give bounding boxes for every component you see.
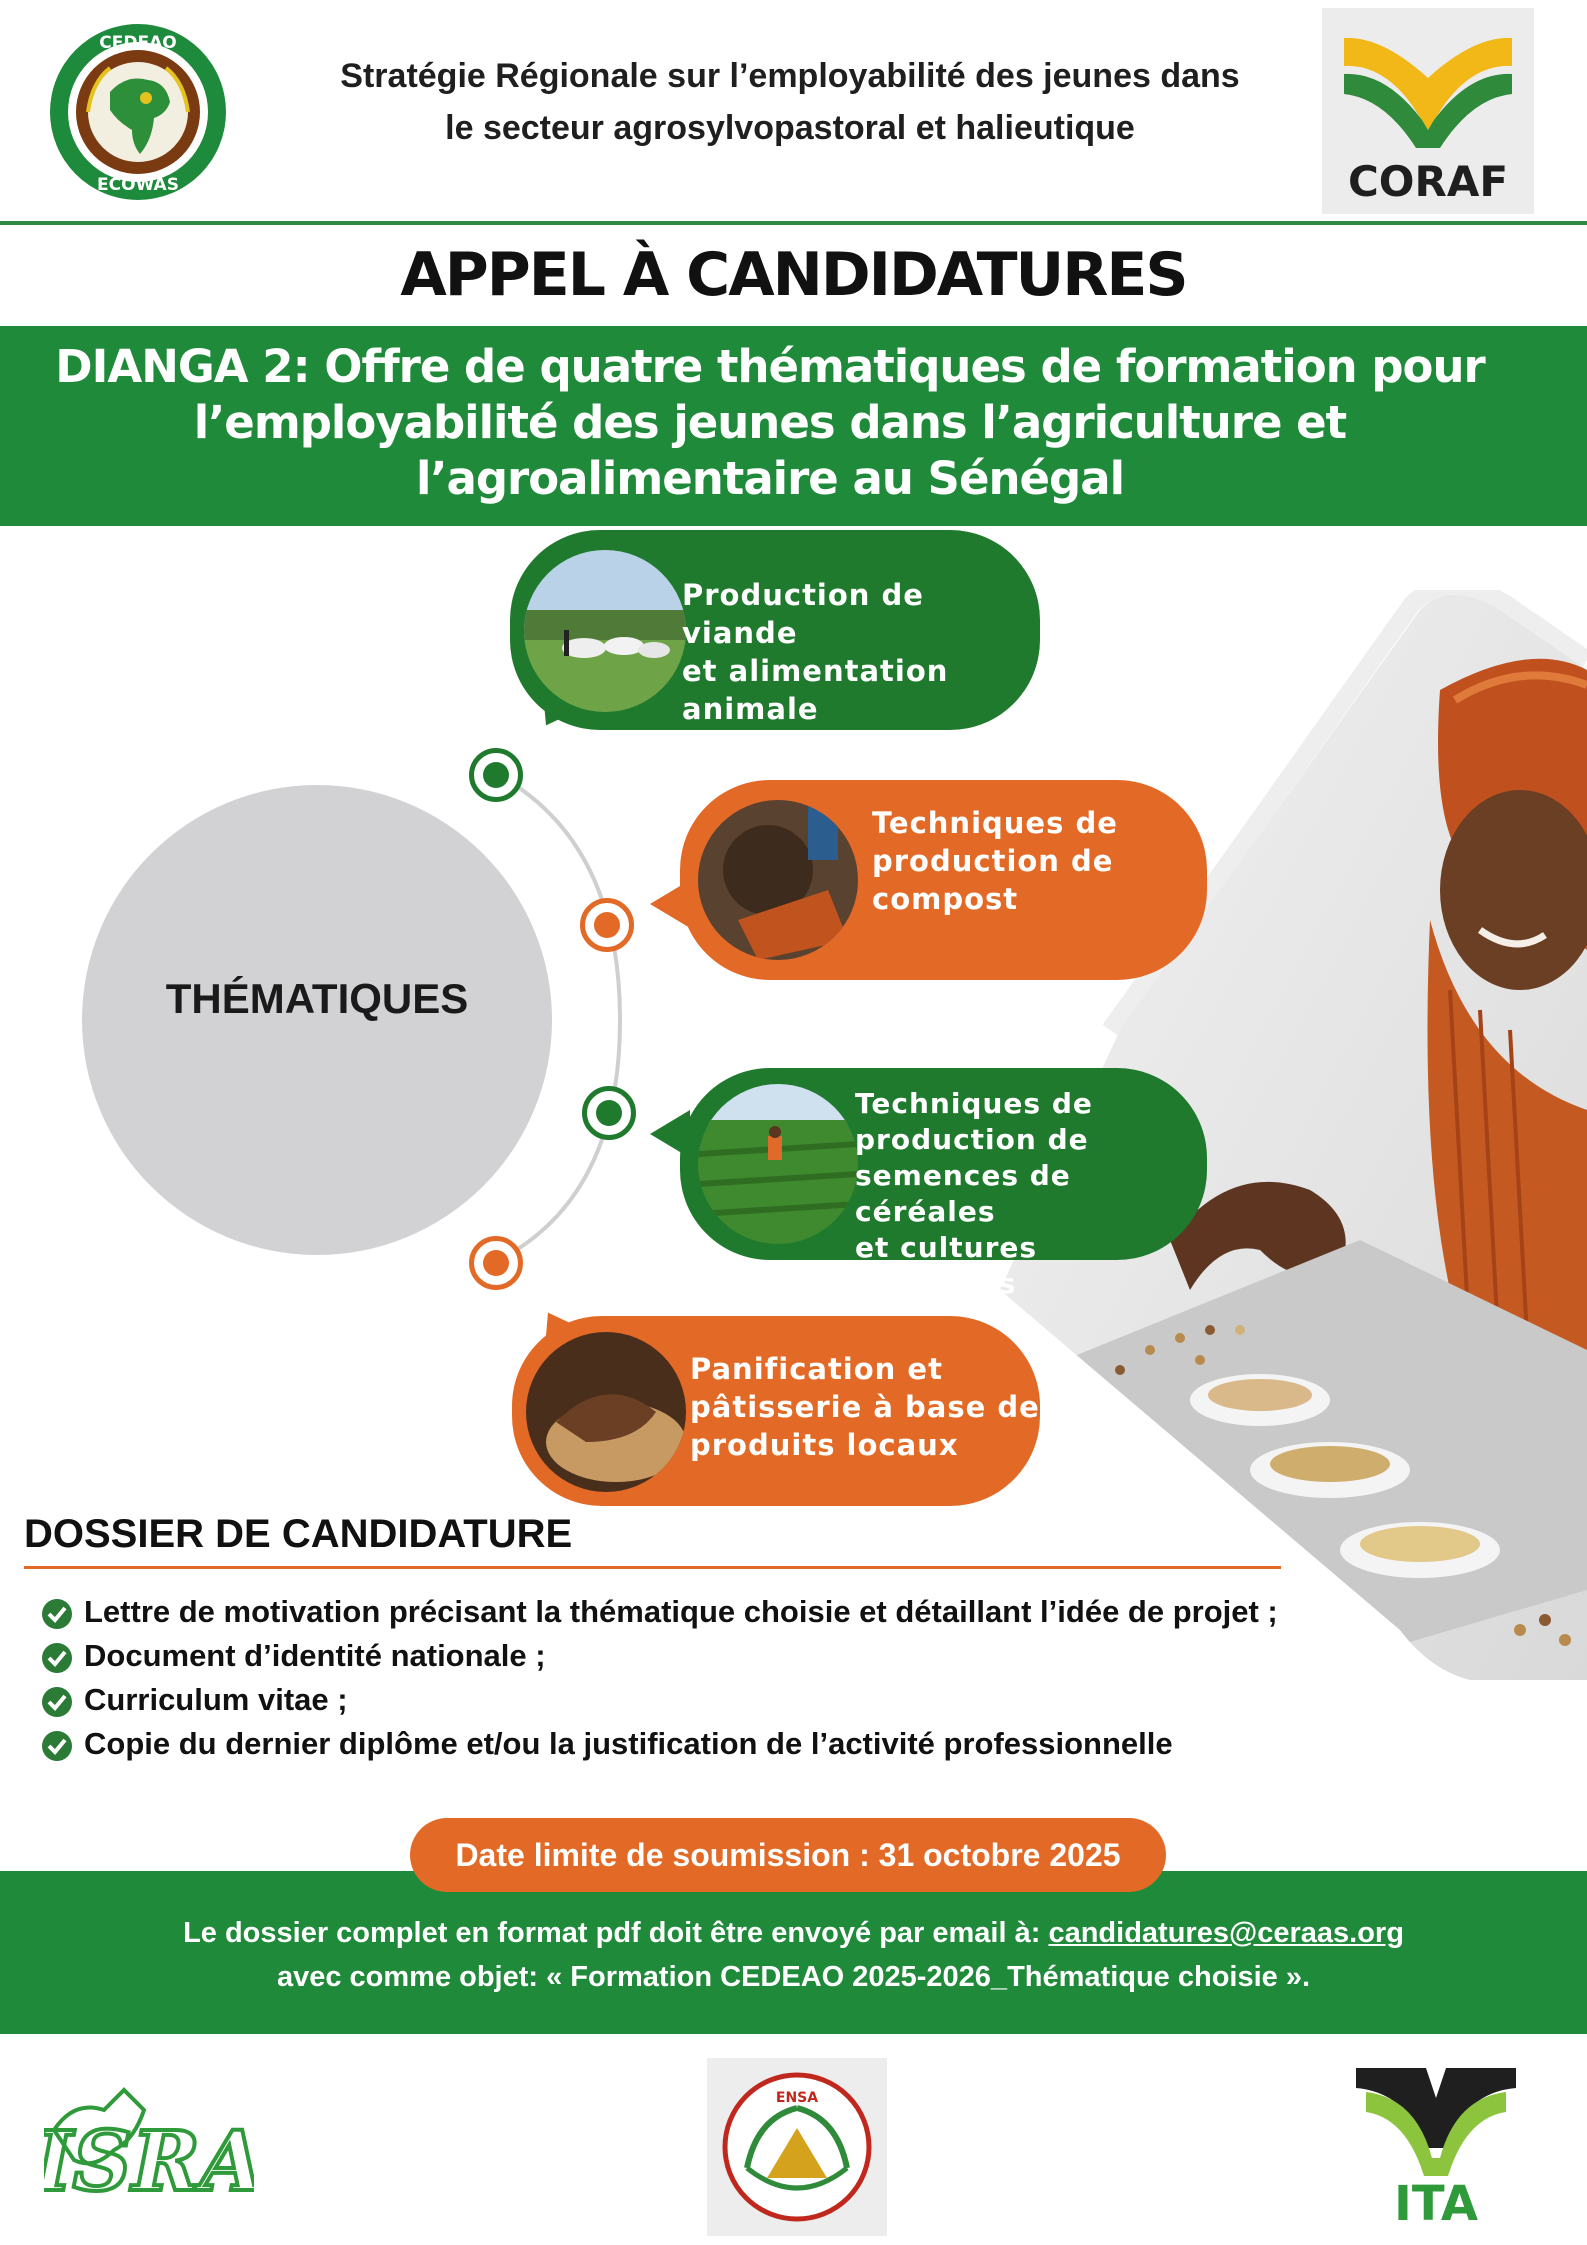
contact-banner bbox=[0, 1871, 1587, 2034]
theme4-line3: produits locaux bbox=[690, 1428, 959, 1462]
banner-line3: l’agroalimentaire au Sénégal bbox=[415, 452, 1125, 505]
strategy-title-line1: Stratégie Régionale sur l’employabilité des jeunes dans bbox=[340, 57, 1240, 95]
dossier-item bbox=[42, 1590, 1278, 1634]
cattle-photo bbox=[524, 550, 686, 712]
theme1-marker-dot bbox=[469, 748, 523, 802]
dossier-item-text: Curriculum vitae ; bbox=[84, 1682, 348, 1717]
theme1-line3: animale bbox=[682, 692, 819, 726]
call-title: APPEL À CANDIDATURES bbox=[400, 240, 1187, 310]
theme4-bubble bbox=[512, 1316, 1040, 1506]
dossier-item bbox=[42, 1678, 1278, 1722]
dossier-item-text: Lettre de motivation précisant la thématique choisie et détaillant l’idée de projet ; bbox=[84, 1594, 1278, 1629]
contact-line2: avec comme objet: « Formation CEDEAO 2025-2026_Thématique choisie ». bbox=[276, 1961, 1311, 1993]
dossier-title: DOSSIER DE CANDIDATURE bbox=[24, 1512, 573, 1556]
theme2-line2: production de bbox=[872, 844, 1114, 878]
theme2-line1: Techniques de bbox=[872, 806, 1118, 840]
theme3-line4: et cultures associées bbox=[855, 1231, 1038, 1300]
theme4-marker-dot bbox=[469, 1236, 523, 1290]
compost-photo bbox=[698, 800, 858, 960]
svg-text:ITA: ITA bbox=[1393, 2176, 1479, 2230]
theme2-line3: compost bbox=[872, 882, 1019, 916]
svg-text:CORAF: CORAF bbox=[1347, 157, 1509, 206]
themes-center-label: THÉMATIQUES bbox=[165, 975, 469, 1022]
dossier-item-text: Copie du dernier diplôme et/ou la justification de l’activité professionnelle bbox=[84, 1726, 1173, 1761]
dough-photo bbox=[526, 1332, 686, 1492]
theme2-marker-dot bbox=[580, 898, 634, 952]
deadline-badge: Date limite de soumission : 31 octobre 2025 bbox=[410, 1818, 1166, 1892]
dossier-item bbox=[42, 1634, 1278, 1678]
ita-logo bbox=[1336, 2058, 1536, 2230]
theme1-line1: Production de viande bbox=[682, 578, 924, 650]
themes-center-circle bbox=[82, 785, 552, 1255]
check-circle-icon bbox=[42, 1687, 72, 1717]
contact-line1 bbox=[0, 1912, 1587, 1954]
banner-line2: l’employabilité des jeunes dans l’agriculture et bbox=[193, 396, 1347, 449]
isra-logo bbox=[44, 2070, 254, 2230]
theme4-line1: Panification et bbox=[690, 1352, 943, 1386]
theme1-bubble bbox=[510, 530, 1040, 730]
dossier-item bbox=[42, 1722, 1278, 1766]
svg-text:ISRA: ISRA bbox=[44, 2114, 254, 2210]
check-circle-icon bbox=[42, 1599, 72, 1629]
dossier-divider bbox=[24, 1566, 1281, 1569]
svg-text:ENSA: ENSA bbox=[775, 2090, 819, 2106]
theme3-bubble bbox=[680, 1068, 1207, 1300]
contact-email-link[interactable]: candidatures@ceraas.org bbox=[1048, 1917, 1404, 1949]
svg-text:CEDEAO: CEDEAO bbox=[99, 33, 177, 53]
theme3-marker-dot bbox=[582, 1086, 636, 1140]
dossier-item-text: Document d’identité nationale ; bbox=[84, 1638, 546, 1673]
check-circle-icon bbox=[42, 1731, 72, 1761]
theme1-line2: et alimentation bbox=[682, 654, 949, 688]
dossier-list bbox=[42, 1590, 1278, 1766]
contact-line1-text: Le dossier complet en format pdf doit être envoyé par email à: bbox=[183, 1917, 1049, 1949]
theme3-line3: semences de céréales bbox=[855, 1159, 1071, 1228]
field-photo bbox=[698, 1084, 858, 1244]
theme2-bubble bbox=[680, 780, 1207, 980]
ensa-logo bbox=[707, 2058, 887, 2236]
check-circle-icon bbox=[42, 1643, 72, 1673]
theme4-line2: pâtisserie à base de bbox=[690, 1390, 1040, 1424]
theme3-line1: Techniques de bbox=[855, 1087, 1093, 1120]
strategy-title-line2: le secteur agrosylvopastoral et halieutique bbox=[445, 109, 1135, 147]
svg-text:ECOWAS: ECOWAS bbox=[97, 175, 179, 195]
banner-line1: DIANGA 2: Offre de quatre thématiques de formation pour bbox=[55, 340, 1485, 393]
theme3-line2: production de bbox=[855, 1123, 1089, 1156]
